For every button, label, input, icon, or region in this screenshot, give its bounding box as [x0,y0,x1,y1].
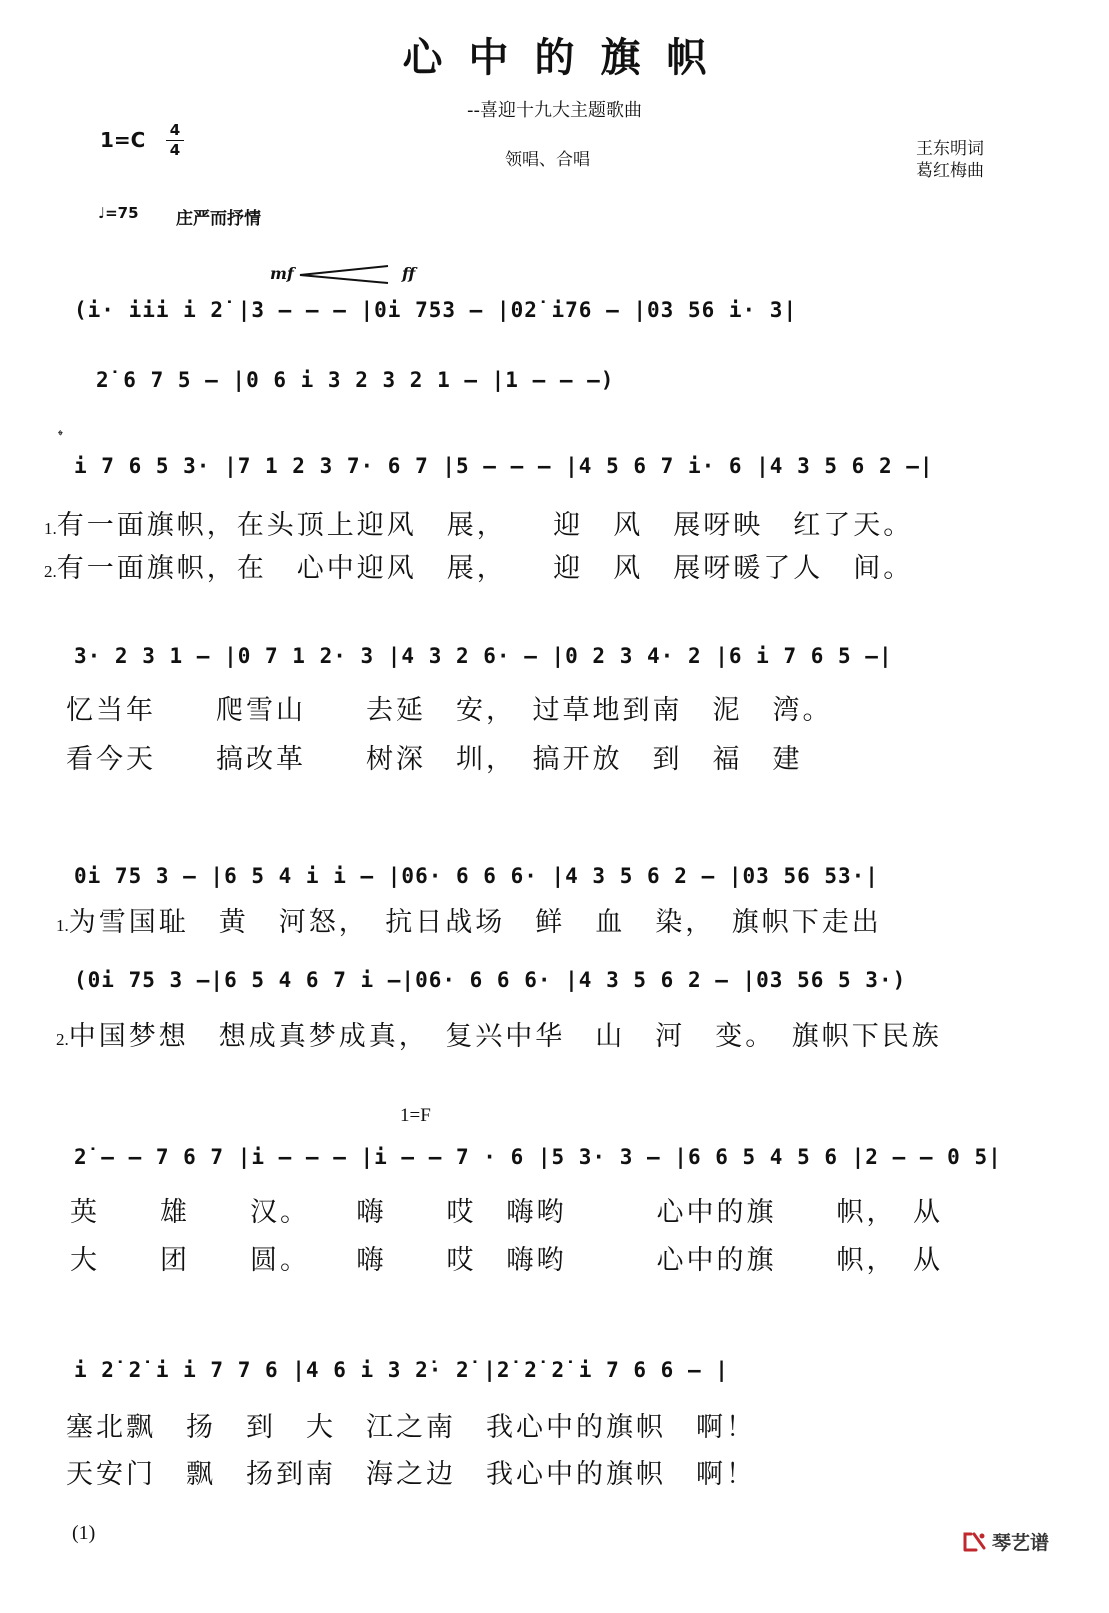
crescendo-hairpin [300,266,388,283]
notation-line-1: (i· iii i 2̇ |3 – – – |0i 753 – |02̇ i76 – |03 56 i· 3| [74,298,798,322]
notation-line-3: i 7 6 5 3· |7 1 2 3 7· 6 7 |5 – – – |4 5 6 7 i· 6 |4 3 5 6 2 –| [74,454,934,478]
logo-text: 琴艺谱 [992,1532,1050,1554]
lyric-text: 有一面旗帜，在 心中迎风 展， 迎 风 展呀暖了人 间。 [56,553,914,583]
verse-number: 1. [44,519,57,538]
expression-marking: 庄严而抒情 [176,209,261,229]
verse-number: 2. [44,562,57,581]
lyricist: 王东明词 [916,139,984,159]
performers: 领唱、合唱 [505,150,590,170]
time-signature-top: 4 [169,121,181,139]
notation-line-2: 2̇ 6 7 5 – |0 6 i 3 2 3 2 1 – |1 – – –) [96,368,615,392]
composer: 葛红梅曲 [916,161,984,181]
time-signature-bottom: 4 [169,141,181,159]
lyric-verse1-d: 英 雄 汉。 嗨 哎 嗨哟 心中的旗 帜， 从 [70,1197,943,1227]
lyric-verse2-d: 大 团 圆。 嗨 哎 嗨哟 心中的旗 帜， 从 [70,1245,943,1275]
notation-line-5: 0i 75 3 – |6 5 4 i i – |06· 6 6 6· |4 3 5 6 2 – |03 56 53·| [74,864,879,888]
song-subtitle: --喜迎十九大主题歌曲 [467,100,642,121]
notation-line-7: 2̇ – – 7 6 7 |i – – – |i – – 7 · 6 |5 3· 3 – |6 6 5 4 5 6 |2 – – 0 5| [74,1145,1002,1169]
tempo-marking: ♩=75 [98,204,139,222]
lyric-verse1-e: 塞北飘 扬 到 大 江之南 我心中的旗帜 啊！ [66,1412,756,1442]
verse-number: 1. [56,916,69,935]
lyric-verse2-c [56,1014,1056,1053]
page-number: (1) [72,1522,96,1544]
qinyipu-logo[interactable] [962,1528,1049,1555]
lyric-text: 为雪国耻 黄 河怒， 抗日战场 鲜 血 染， 旗帜下走出 [68,907,882,937]
qinyipu-logo-icon [962,1530,988,1554]
lyric-text: 有一面旗帜，在头顶上迎风 展， 迎 风 展呀映 红了天。 [56,510,914,540]
lyric-verse2-a [44,546,1044,585]
segno-icon: 𝄌 [58,428,63,444]
dynamic-start: mf [270,264,294,283]
lyric-verse2-e: 天安门 飘 扬到南 海之边 我心中的旗帜 啊！ [66,1459,756,1489]
lyric-verse1-b: 忆当年 爬雪山 去延 安， 过草地到南 泥 湾。 [66,695,833,725]
lyric-text: 中国梦想 想成真梦成真， 复兴中华 山 河 变。 旗帜下民族 [68,1021,942,1051]
notation-line-6: (0i 75 3 –|6 5 4 6 7 i –|06· 6 6 6· |4 3 5 6 2 – |03 56 5 3·) [74,968,907,992]
lyric-verse2-b: 看今天 搞改革 树深 圳， 搞开放 到 福 建 [66,744,803,774]
notation-line-4: 3· 2 3 1 – |0 7 1 2· 3 |4 3 2 6· – |0 2 3 4· 2 |6 i 7 6 5 –| [74,644,893,668]
lyric-verse1-a [44,503,1044,542]
key-change: 1=F [400,1105,431,1126]
dynamic-end: ff [402,264,416,283]
key-signature: 1=C [100,128,146,152]
notation-line-8: i 2̇ 2̇ i i 7 7 6 |4 6 i 3 2̇· 2̇ |2̇ 2̇ 2̇ i 7 6 6 – | [74,1358,729,1382]
verse-number: 2. [56,1030,69,1049]
lyric-verse1-c [56,900,1056,939]
song-title: 心中的旗帜 [402,35,733,81]
